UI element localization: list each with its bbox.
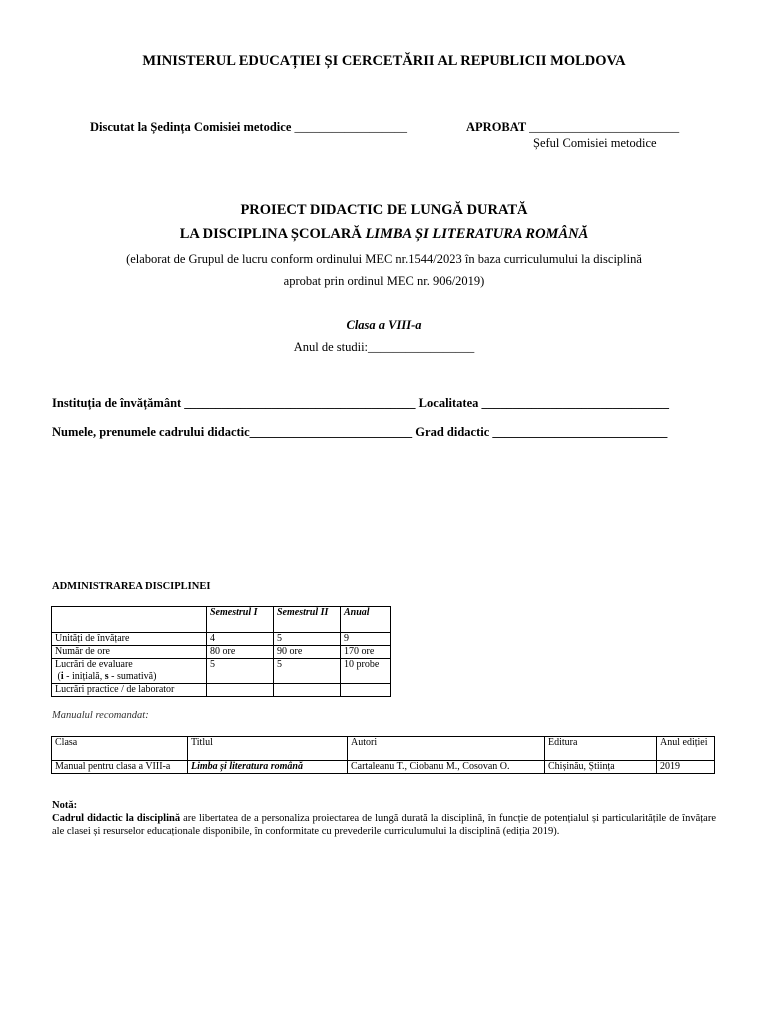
cell: 5 xyxy=(274,659,341,684)
table-row xyxy=(52,633,391,646)
cell: 2019 xyxy=(657,761,715,774)
elaborat-line-1: (elaborat de Grupul de lucru conform ordinului MEC nr.1544/2023 în baza curriculumului la disciplină xyxy=(126,252,642,266)
ministry-heading: MINISTERUL EDUCAȚIEI ȘI CERCETĂRII AL REPUBLICII MOLDOVA xyxy=(142,53,626,69)
abbr-s-text: - sumativă) xyxy=(108,671,157,682)
table-row xyxy=(52,659,391,684)
study-year: Anul de studii:_________________ xyxy=(293,340,475,354)
cell xyxy=(274,684,341,697)
table-header-row xyxy=(52,737,715,761)
discipline-subject: LIMBA ȘI LITERATURA ROMÂNĂ xyxy=(365,226,589,242)
header-cell: Clasa xyxy=(52,737,188,761)
discutat-field xyxy=(90,120,407,135)
discipline-prefix: LA DISCIPLINA ȘCOLARĂ xyxy=(179,226,366,242)
admin-table xyxy=(51,606,391,697)
header-cell: Titlul xyxy=(188,737,348,761)
row-label: Unități de învățare xyxy=(52,633,207,646)
cell: 170 ore xyxy=(341,646,391,659)
cell xyxy=(341,684,391,697)
cell: Manual pentru clasa a VIII-a xyxy=(52,761,188,774)
row-label-main: Lucrări de evaluare xyxy=(55,659,133,670)
nota-bold: Cadrul didactic la disciplină xyxy=(52,813,181,824)
abbr-i: i xyxy=(60,671,64,682)
header-cell: Semestrul II xyxy=(274,607,341,633)
header-cell: Semestrul I xyxy=(207,607,274,633)
discutat-label: Discutat la Ședința Comisiei metodice xyxy=(90,120,292,134)
header-cell: Autori xyxy=(348,737,545,761)
header-cell: Anul ediției xyxy=(657,737,715,761)
table-row xyxy=(52,646,391,659)
abbr-s: s xyxy=(104,671,109,682)
teacher-field: Numele, prenumele cadrului didactic__________________________ Grad didactic ____________________________ xyxy=(52,425,668,439)
header-cell: Anual xyxy=(341,607,391,633)
cell: 5 xyxy=(274,633,341,646)
aprobat-field xyxy=(466,120,679,135)
row-label: Lucrări practice / de laborator xyxy=(52,684,207,697)
cell: 10 probe xyxy=(341,659,391,684)
sef-comisie: Șeful Comisiei metodice xyxy=(533,136,657,150)
abbr-i-text: - inițială, xyxy=(63,671,105,682)
elaborat-line-2: aprobat prin ordinul MEC nr. 906/2019) xyxy=(283,274,485,288)
admin-heading: ADMINISTRAREA DISCIPLINEI xyxy=(52,581,211,592)
manual-label: Manualul recomandat: xyxy=(52,710,149,721)
cell: Limba și literatura română xyxy=(188,761,348,774)
row-label: Număr de ore xyxy=(52,646,207,659)
cell xyxy=(207,684,274,697)
table-row xyxy=(52,684,391,697)
header-cell xyxy=(52,607,207,633)
cell: 9 xyxy=(341,633,391,646)
nota-text: are libertatea de a personaliza proiectarea de lungă durată la disciplină, în funcție de potențialul și particularitățile de învățare ale clasei și resurselor educaționale disponibile, în conformitate cu prevederile curriculumului la disciplină (ediția 2019). xyxy=(52,813,716,837)
institution-field: Instituția de învățământ _____________________________________ Localitatea ______________________________ xyxy=(52,396,670,410)
cell: 80 ore xyxy=(207,646,274,659)
cell: 4 xyxy=(207,633,274,646)
table-header-row xyxy=(52,607,391,633)
manual-table xyxy=(51,736,715,774)
nota-block xyxy=(52,799,716,838)
class-label: Clasa a VIII-a xyxy=(346,318,422,332)
discipline-title xyxy=(0,226,768,243)
aprobat-label: APROBAT xyxy=(466,120,526,134)
cell: 90 ore xyxy=(274,646,341,659)
cell: Chișinău, Știința xyxy=(545,761,657,774)
discutat-line: __________________ xyxy=(294,120,407,134)
nota-label: Notă: xyxy=(52,800,78,811)
cell: Cartaleanu T., Ciobanu M., Cosovan O. xyxy=(348,761,545,774)
cell: 5 xyxy=(207,659,274,684)
table-row xyxy=(52,761,715,774)
row-label: Lucrări de evaluare (i - inițială, s - sumativă) xyxy=(52,659,207,684)
aprobat-line: ________________________ xyxy=(529,120,680,134)
header-cell: Editura xyxy=(545,737,657,761)
project-title: PROIECT DIDACTIC DE LUNGĂ DURATĂ xyxy=(240,202,528,218)
